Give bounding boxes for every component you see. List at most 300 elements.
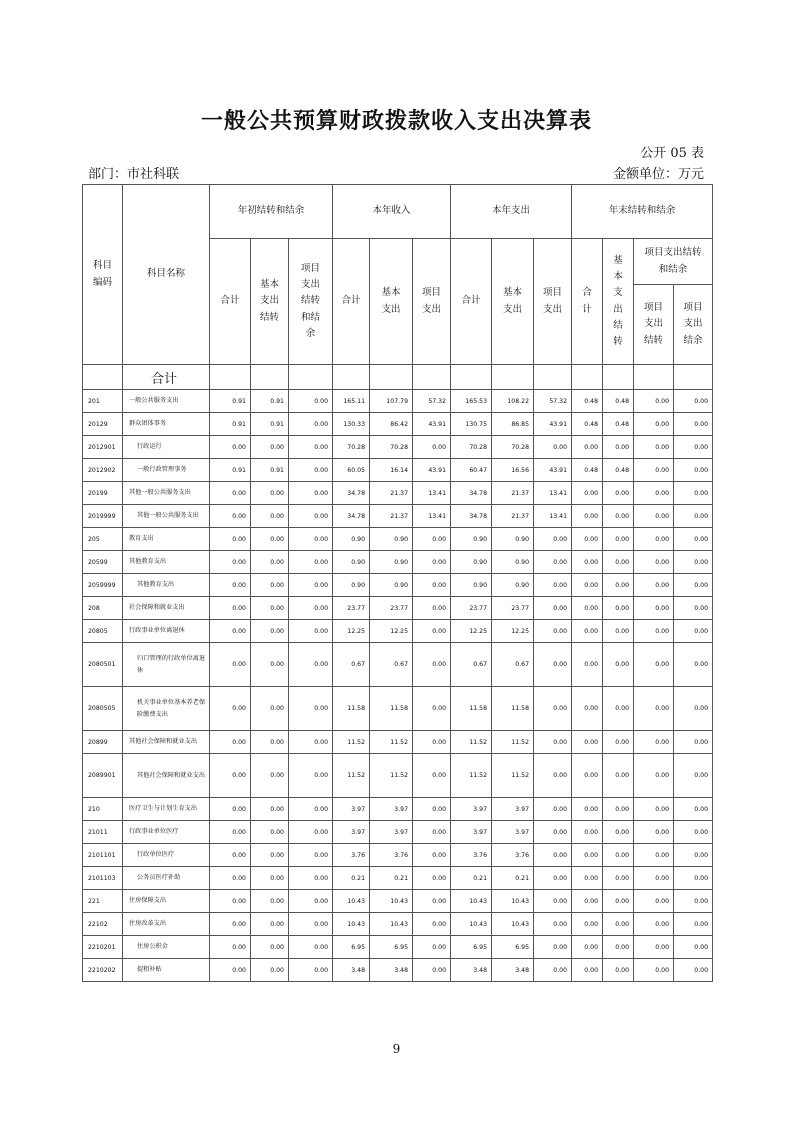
amount-cell: 0.00 xyxy=(251,936,289,959)
amount-cell: 60.47 xyxy=(451,459,492,482)
amount-cell: 3.48 xyxy=(370,959,413,982)
amount-cell: 0.00 xyxy=(634,959,674,982)
amount-cell: 0.00 xyxy=(413,551,451,574)
amount-cell: 0.00 xyxy=(210,959,251,982)
amount-cell: 0.00 xyxy=(289,551,333,574)
amount-cell: 57.32 xyxy=(413,390,451,413)
amount-cell: 0.00 xyxy=(603,890,634,913)
subject-code: 208 xyxy=(83,597,123,620)
amount-cell: 0.00 xyxy=(674,390,713,413)
amount-cell: 0.00 xyxy=(572,436,603,459)
subject-name: 机关事业单位基本养老保险缴费支出 xyxy=(123,687,210,731)
amount-cell: 0.00 xyxy=(289,413,333,436)
budget-table xyxy=(82,184,713,982)
total-cell xyxy=(251,365,289,390)
amount-cell: 11.52 xyxy=(333,731,370,754)
amount-cell: 0.00 xyxy=(413,821,451,844)
amount-cell: 0.00 xyxy=(603,505,634,528)
subject-name: 其他社会保障和就业支出 xyxy=(123,754,210,798)
amount-cell: 0.00 xyxy=(572,821,603,844)
amount-cell: 0.00 xyxy=(289,505,333,528)
amount-cell: 0.67 xyxy=(370,643,413,687)
amount-cell: 0.00 xyxy=(634,798,674,821)
amount-cell: 86.42 xyxy=(370,413,413,436)
amount-cell: 6.95 xyxy=(492,936,534,959)
amount-cell: 0.21 xyxy=(370,867,413,890)
table-row xyxy=(83,505,713,528)
subject-code: 2210202 xyxy=(83,959,123,982)
total-cell xyxy=(210,365,251,390)
subject-code: 20129 xyxy=(83,413,123,436)
amount-cell: 0.00 xyxy=(634,505,674,528)
amount-cell: 6.95 xyxy=(333,936,370,959)
amount-cell: 0.00 xyxy=(289,890,333,913)
amount-cell: 11.52 xyxy=(451,731,492,754)
table-row xyxy=(83,643,713,687)
amount-cell: 0.00 xyxy=(674,597,713,620)
total-cell xyxy=(674,365,713,390)
amount-cell: 0.00 xyxy=(634,844,674,867)
subject-name: 群众团体事务 xyxy=(123,413,210,436)
table-row xyxy=(83,482,713,505)
amount-cell: 0.00 xyxy=(251,821,289,844)
amount-cell: 0.00 xyxy=(210,574,251,597)
amount-cell: 6.95 xyxy=(451,936,492,959)
amount-cell: 0.00 xyxy=(534,436,572,459)
subject-name: 其他社会保障和就业支出 xyxy=(123,731,210,754)
amount-cell: 0.00 xyxy=(674,754,713,798)
subject-name: 一般公共服务支出 xyxy=(123,390,210,413)
header-row-1 xyxy=(83,185,713,239)
amount-cell: 0.00 xyxy=(634,459,674,482)
amount-cell: 0.00 xyxy=(289,959,333,982)
amount-cell: 0.67 xyxy=(333,643,370,687)
amount-cell: 0.00 xyxy=(289,731,333,754)
header-end-project-carry: 项目支出结转 xyxy=(634,285,674,365)
header-begin-balance: 年初结转和结余 xyxy=(210,185,333,239)
amount-cell: 0.00 xyxy=(674,436,713,459)
amount-cell: 23.77 xyxy=(333,597,370,620)
subject-code: 2101103 xyxy=(83,867,123,890)
amount-cell: 0.00 xyxy=(251,731,289,754)
total-cell xyxy=(413,365,451,390)
amount-cell: 0.00 xyxy=(210,731,251,754)
amount-cell: 0.00 xyxy=(534,620,572,643)
amount-cell: 0.21 xyxy=(492,867,534,890)
amount-cell: 3.97 xyxy=(451,821,492,844)
header-expense: 本年支出 xyxy=(451,185,572,239)
header-begin-basic-carry: 基本支出结转 xyxy=(251,239,289,365)
amount-cell: 0.00 xyxy=(634,551,674,574)
amount-cell: 0.00 xyxy=(572,482,603,505)
subject-name: 教育支出 xyxy=(123,528,210,551)
amount-cell: 0.00 xyxy=(210,890,251,913)
amount-cell: 0.00 xyxy=(674,890,713,913)
subject-name: 其他教育支出 xyxy=(123,574,210,597)
amount-cell: 11.52 xyxy=(370,731,413,754)
amount-cell: 0.48 xyxy=(603,390,634,413)
amount-cell: 0.00 xyxy=(603,574,634,597)
amount-cell: 0.90 xyxy=(333,574,370,597)
subject-name: 住房保障支出 xyxy=(123,890,210,913)
table-number: 公开 05 表 xyxy=(640,146,704,161)
total-row xyxy=(83,365,713,390)
amount-cell: 0.00 xyxy=(603,687,634,731)
table-row xyxy=(83,551,713,574)
subject-code: 2019999 xyxy=(83,505,123,528)
amount-cell: 0.00 xyxy=(572,687,603,731)
amount-cell: 3.48 xyxy=(492,959,534,982)
subject-code: 221 xyxy=(83,890,123,913)
amount-cell: 0.00 xyxy=(572,551,603,574)
amount-cell: 0.00 xyxy=(572,798,603,821)
subject-name: 行政单位医疗 xyxy=(123,844,210,867)
table-row xyxy=(83,798,713,821)
amount-cell: 6.95 xyxy=(370,936,413,959)
subject-name: 行政事业单位医疗 xyxy=(123,821,210,844)
table-row xyxy=(83,844,713,867)
amount-cell: 3.97 xyxy=(492,798,534,821)
table-row xyxy=(83,754,713,798)
amount-cell: 0.00 xyxy=(210,798,251,821)
amount-cell: 0.00 xyxy=(251,798,289,821)
amount-cell: 0.00 xyxy=(413,959,451,982)
header-end-total: 合计 xyxy=(572,239,603,365)
amount-cell: 11.52 xyxy=(492,754,534,798)
subject-name: 归口管理的行政单位离退休 xyxy=(123,643,210,687)
subject-name: 其他教育支出 xyxy=(123,551,210,574)
amount-cell: 0.00 xyxy=(251,482,289,505)
amount-cell: 0.91 xyxy=(251,413,289,436)
amount-cell: 0.00 xyxy=(534,959,572,982)
amount-cell: 0.00 xyxy=(572,867,603,890)
amount-cell: 0.00 xyxy=(603,821,634,844)
amount-cell: 165.11 xyxy=(333,390,370,413)
amount-cell: 3.76 xyxy=(492,844,534,867)
amount-cell: 0.00 xyxy=(289,867,333,890)
amount-cell: 0.48 xyxy=(572,459,603,482)
amount-cell: 0.00 xyxy=(674,936,713,959)
amount-cell: 43.91 xyxy=(413,413,451,436)
amount-cell: 0.90 xyxy=(370,574,413,597)
subject-code: 2012901 xyxy=(83,436,123,459)
amount-cell: 0.00 xyxy=(634,754,674,798)
subject-name: 医疗卫生与计划生育支出 xyxy=(123,798,210,821)
subject-code: 2089901 xyxy=(83,754,123,798)
amount-cell: 0.00 xyxy=(251,754,289,798)
amount-cell: 0.00 xyxy=(674,574,713,597)
amount-cell: 0.00 xyxy=(572,643,603,687)
amount-cell: 34.78 xyxy=(333,505,370,528)
amount-cell: 11.52 xyxy=(333,754,370,798)
amount-cell: 11.58 xyxy=(333,687,370,731)
amount-cell: 0.91 xyxy=(251,390,289,413)
amount-cell: 0.00 xyxy=(603,798,634,821)
amount-cell: 165.53 xyxy=(451,390,492,413)
amount-cell: 0.91 xyxy=(210,390,251,413)
amount-cell: 0.00 xyxy=(289,798,333,821)
amount-cell: 23.77 xyxy=(370,597,413,620)
amount-cell: 0.90 xyxy=(492,528,534,551)
amount-cell: 0.00 xyxy=(534,731,572,754)
page-number: 9 xyxy=(392,1042,401,1056)
amount-cell: 0.00 xyxy=(289,913,333,936)
amount-cell: 130.75 xyxy=(451,413,492,436)
amount-cell: 0.00 xyxy=(572,574,603,597)
amount-cell: 0.00 xyxy=(251,551,289,574)
amount-cell: 21.37 xyxy=(370,505,413,528)
amount-cell: 3.48 xyxy=(451,959,492,982)
table-row xyxy=(83,867,713,890)
amount-cell: 0.00 xyxy=(674,459,713,482)
header-income-project: 项目支出 xyxy=(413,239,451,365)
table-row xyxy=(83,936,713,959)
amount-cell: 0.00 xyxy=(289,597,333,620)
amount-cell: 0.00 xyxy=(634,821,674,844)
amount-cell: 0.00 xyxy=(572,597,603,620)
amount-cell: 0.00 xyxy=(634,620,674,643)
amount-cell: 0.67 xyxy=(492,643,534,687)
amount-cell: 0.00 xyxy=(251,913,289,936)
amount-cell: 0.00 xyxy=(674,821,713,844)
amount-cell: 0.00 xyxy=(603,913,634,936)
amount-cell: 0.00 xyxy=(210,528,251,551)
amount-cell: 11.58 xyxy=(370,687,413,731)
amount-cell: 23.77 xyxy=(492,597,534,620)
amount-cell: 0.00 xyxy=(603,620,634,643)
amount-cell: 3.97 xyxy=(370,821,413,844)
amount-cell: 0.00 xyxy=(210,844,251,867)
amount-cell: 0.00 xyxy=(289,936,333,959)
amount-cell: 23.77 xyxy=(451,597,492,620)
amount-cell: 0.00 xyxy=(289,482,333,505)
amount-cell: 0.00 xyxy=(413,620,451,643)
amount-cell: 10.43 xyxy=(370,890,413,913)
amount-cell: 0.00 xyxy=(674,551,713,574)
amount-cell: 0.00 xyxy=(572,936,603,959)
amount-cell: 0.00 xyxy=(572,731,603,754)
amount-cell: 0.00 xyxy=(674,413,713,436)
amount-cell: 0.00 xyxy=(210,436,251,459)
table-row xyxy=(83,620,713,643)
subject-code: 20599 xyxy=(83,551,123,574)
amount-cell: 0.00 xyxy=(289,687,333,731)
amount-cell: 0.00 xyxy=(634,482,674,505)
subject-code: 2012902 xyxy=(83,459,123,482)
header-income-total: 合计 xyxy=(333,239,370,365)
subject-name: 社会保障和就业支出 xyxy=(123,597,210,620)
amount-cell: 0.00 xyxy=(251,574,289,597)
total-cell xyxy=(572,365,603,390)
amount-cell: 0.00 xyxy=(534,821,572,844)
amount-cell: 0.00 xyxy=(210,643,251,687)
amount-cell: 21.37 xyxy=(370,482,413,505)
subject-code: 2101101 xyxy=(83,844,123,867)
table-row xyxy=(83,413,713,436)
amount-cell: 0.21 xyxy=(333,867,370,890)
department-label: 部门：市社科联 xyxy=(88,167,180,182)
subject-name: 公务员医疗补助 xyxy=(123,867,210,890)
amount-cell: 60.05 xyxy=(333,459,370,482)
page-title: 一般公共预算财政拨款收入支出决算表 xyxy=(200,108,592,134)
header-begin-total: 合计 xyxy=(210,239,251,365)
amount-cell: 0.00 xyxy=(413,936,451,959)
amount-cell: 0.00 xyxy=(289,844,333,867)
total-cell xyxy=(603,365,634,390)
amount-cell: 0.00 xyxy=(413,798,451,821)
amount-cell: 0.00 xyxy=(572,913,603,936)
amount-cell: 0.91 xyxy=(210,413,251,436)
amount-cell: 0.00 xyxy=(251,844,289,867)
amount-cell: 0.00 xyxy=(634,936,674,959)
header-code: 科目编码 xyxy=(83,185,123,365)
amount-cell: 13.41 xyxy=(413,505,451,528)
amount-cell: 0.00 xyxy=(413,436,451,459)
amount-cell: 0.00 xyxy=(251,890,289,913)
amount-cell: 11.52 xyxy=(492,731,534,754)
table-row xyxy=(83,574,713,597)
amount-cell: 0.90 xyxy=(492,574,534,597)
amount-cell: 3.76 xyxy=(451,844,492,867)
header-end-project-surplus: 项目支出结余 xyxy=(674,285,713,365)
amount-cell: 0.00 xyxy=(674,913,713,936)
subject-name: 一般行政管理事务 xyxy=(123,459,210,482)
amount-cell: 0.00 xyxy=(534,597,572,620)
amount-cell: 0.00 xyxy=(634,413,674,436)
amount-cell: 0.00 xyxy=(603,959,634,982)
amount-cell: 0.00 xyxy=(251,687,289,731)
table-row xyxy=(83,890,713,913)
amount-cell: 0.90 xyxy=(492,551,534,574)
amount-cell: 0.90 xyxy=(370,551,413,574)
table-row xyxy=(83,913,713,936)
total-cell xyxy=(370,365,413,390)
amount-cell: 13.41 xyxy=(534,482,572,505)
table-row xyxy=(83,528,713,551)
amount-cell: 0.00 xyxy=(534,528,572,551)
subject-code: 210 xyxy=(83,798,123,821)
amount-cell: 70.28 xyxy=(451,436,492,459)
amount-cell: 0.00 xyxy=(251,620,289,643)
amount-cell: 11.52 xyxy=(451,754,492,798)
amount-cell: 0.00 xyxy=(289,390,333,413)
amount-cell: 86.85 xyxy=(492,413,534,436)
amount-cell: 0.00 xyxy=(413,844,451,867)
amount-cell: 12.25 xyxy=(333,620,370,643)
amount-cell: 0.00 xyxy=(534,798,572,821)
amount-cell: 0.00 xyxy=(251,867,289,890)
amount-cell: 0.00 xyxy=(289,574,333,597)
amount-cell: 0.00 xyxy=(534,754,572,798)
amount-cell: 0.00 xyxy=(534,936,572,959)
amount-cell: 21.37 xyxy=(492,505,534,528)
amount-cell: 0.00 xyxy=(210,505,251,528)
header-income-basic: 基本支出 xyxy=(370,239,413,365)
amount-cell: 11.58 xyxy=(451,687,492,731)
subject-name: 其他一般公共服务支出 xyxy=(123,482,210,505)
amount-cell: 0.00 xyxy=(251,959,289,982)
amount-cell: 0.00 xyxy=(674,482,713,505)
amount-cell: 0.00 xyxy=(289,436,333,459)
amount-cell: 0.00 xyxy=(251,597,289,620)
amount-cell: 0.67 xyxy=(451,643,492,687)
amount-unit-label: 金额单位：万元 xyxy=(612,167,704,182)
subject-name: 其他一般公共服务支出 xyxy=(123,505,210,528)
amount-cell: 0.00 xyxy=(674,620,713,643)
amount-cell: 0.00 xyxy=(603,936,634,959)
total-cell xyxy=(534,365,572,390)
header-end-basic-carry: 基本支出结转 xyxy=(603,239,634,365)
amount-cell: 0.00 xyxy=(572,959,603,982)
amount-cell: 16.56 xyxy=(492,459,534,482)
amount-cell: 0.00 xyxy=(210,687,251,731)
amount-cell: 34.78 xyxy=(451,505,492,528)
subject-code: 2080501 xyxy=(83,643,123,687)
amount-cell: 0.00 xyxy=(289,620,333,643)
amount-cell: 0.00 xyxy=(634,390,674,413)
amount-cell: 0.00 xyxy=(634,913,674,936)
amount-cell: 3.97 xyxy=(451,798,492,821)
amount-cell: 43.91 xyxy=(413,459,451,482)
amount-cell: 0.00 xyxy=(413,731,451,754)
amount-cell: 0.48 xyxy=(572,413,603,436)
amount-cell: 0.00 xyxy=(603,867,634,890)
amount-cell: 0.00 xyxy=(634,597,674,620)
subject-name: 行政运行 xyxy=(123,436,210,459)
amount-cell: 0.00 xyxy=(572,754,603,798)
subject-name: 提租补贴 xyxy=(123,959,210,982)
subject-code: 2059999 xyxy=(83,574,123,597)
table-row xyxy=(83,731,713,754)
amount-cell: 0.00 xyxy=(603,597,634,620)
subject-code: 2080505 xyxy=(83,687,123,731)
table-row xyxy=(83,436,713,459)
amount-cell: 108.22 xyxy=(492,390,534,413)
amount-cell: 0.00 xyxy=(603,844,634,867)
amount-cell: 0.00 xyxy=(634,528,674,551)
amount-cell: 10.43 xyxy=(333,913,370,936)
amount-cell: 0.00 xyxy=(289,754,333,798)
amount-cell: 0.90 xyxy=(333,551,370,574)
amount-cell: 0.00 xyxy=(534,687,572,731)
amount-cell: 0.00 xyxy=(603,436,634,459)
amount-cell: 0.00 xyxy=(634,890,674,913)
amount-cell: 0.00 xyxy=(210,936,251,959)
amount-cell: 10.43 xyxy=(492,890,534,913)
amount-cell: 0.00 xyxy=(634,867,674,890)
table-row xyxy=(83,459,713,482)
amount-cell: 0.90 xyxy=(451,551,492,574)
amount-cell: 0.00 xyxy=(603,643,634,687)
amount-cell: 10.43 xyxy=(451,890,492,913)
subject-code: 21011 xyxy=(83,821,123,844)
amount-cell: 0.00 xyxy=(210,597,251,620)
amount-cell: 3.76 xyxy=(333,844,370,867)
amount-cell: 0.00 xyxy=(251,505,289,528)
amount-cell: 0.21 xyxy=(451,867,492,890)
subject-code: 22102 xyxy=(83,913,123,936)
amount-cell: 43.91 xyxy=(534,413,572,436)
amount-cell: 57.32 xyxy=(534,390,572,413)
amount-cell: 0.00 xyxy=(210,913,251,936)
amount-cell: 70.28 xyxy=(492,436,534,459)
amount-cell: 70.28 xyxy=(370,436,413,459)
amount-cell: 0.00 xyxy=(534,551,572,574)
amount-cell: 0.00 xyxy=(534,890,572,913)
amount-cell: 0.00 xyxy=(413,597,451,620)
amount-cell: 0.00 xyxy=(674,798,713,821)
amount-cell: 3.97 xyxy=(333,821,370,844)
